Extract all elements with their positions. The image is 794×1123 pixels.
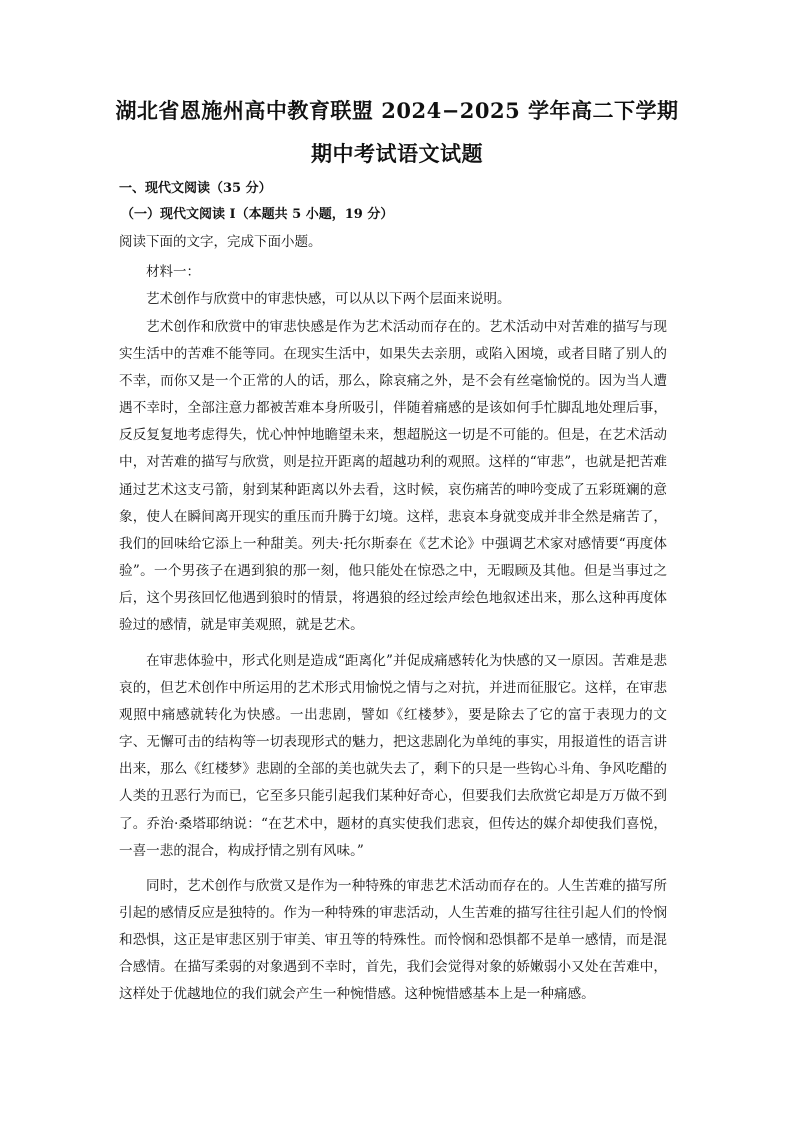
document-title-line-1: 湖北省恩施州高中教育联盟 2024−2025 学年高二下学期 [115, 98, 679, 123]
subsection-heading: （一）现代文阅读 I（本题共 5 小题，19 分） [121, 207, 394, 222]
material-label: 材料一： [146, 264, 200, 280]
section-heading: 一、现代文阅读（35 分） [119, 181, 272, 196]
paragraph-body: 艺术创作和欣赏中的审悲快感是作为艺术活动而存在的。艺术活动中对苦难的描写与现实生活中的苦难不能等同。在现实生活中，如果失去亲朋，或陷入困境，或者目睹了别人的不幸，而你又是一个正常的人的话，那么，除哀痛之外，是不会有丝毫愉悦的。因为当人遭遇不幸时，全部注意力都被苦难本身所吸引，伴随着痛感的是该如何手忙脚乱地处理后事，反反复复地考虑得失，忧心忡忡地瞻望未来，想超脱这一切是不可能的。但是，在艺术活动中，对苦难的描写与欣赏，则是拉开距离的超越功利的观照。这样的“审悲”，也就是把苦难通过艺术这支弓箭，射到某种距离以外去看，这时候，哀伤痛苦的呻吟变成了五彩斑斓的意象，使人在瞬间离开现实的重压而升腾于幻境。这样，悲哀本身就变成并非全然是痛苦了，我们的回味给它添上一种甜美。列夫·托尔斯泰在《艺术论》中强调艺术家对感情要“再度体验”。一个男孩子在遇到狼的那一刻，他只能处在惊恐之中，无暇顾及其他。但是当事过之后，这个男孩回忆他遇到狼时的情景，将遇狼的经过绘声绘色地叙述出来，那么这种再度体验过的感情，就是审美观照，就是艺术。 [119, 319, 667, 634]
document-title-line-2: 期中考试语文试题 [311, 141, 483, 166]
paragraph-intro: 艺术创作与欣赏中的审悲快感，可以从以下两个层面来说明。 [146, 291, 511, 307]
instruction-text: 阅读下面的文字，完成下面小题。 [119, 234, 322, 250]
paragraph-body: 同时，艺术创作与欣赏又是作为一种特殊的审悲艺术活动而存在的。人生苦难的描写所引起的感情反应是独特的。作为一种特殊的审悲活动，人生苦难的描写往往引起人们的怜悯和恐惧，这正是审悲区别于审美、审丑等的特殊性。而怜悯和恐惧都不是单一感情，而是混合感情。在描写柔弱的对象遇到不幸时，首先，我们会觉得对象的娇嫩弱小又处在苦难中，这样处于优越地位的我们就会产生一种惋惜感。这种惋惜感基本上是一种痛感。 [119, 878, 667, 1003]
paragraph-body: 在审悲体验中，形式化则是造成“距离化”并促成痛感转化为快感的又一原因。苦难是悲哀的，但艺术创作中所运用的艺术形式用愉悦之情与之对抗，并进而征服它。这样，在审悲观照中痛感就转化为快感。一出悲剧，譬如《红楼梦》，要是除去了它的富于表现力的文字、无懈可击的结构等一切表现形式的魅力，把这悲剧化为单纯的事实，用报道性的语言讲出来，那么《红楼梦》悲剧的全部的美也就失去了，剩下的只是一些钩心斗角、争风吃醋的人类的丑恶行为而已，它至多只能引起我们某种好奇心，但要我们去欣赏它却是万万做不到了。乔治·桑塔耶纳说：“在艺术中，题材的真实使我们悲哀，但传达的媒介却使我们喜悦，一喜一悲的混合，构成抒情之别有风味。” [119, 653, 667, 859]
